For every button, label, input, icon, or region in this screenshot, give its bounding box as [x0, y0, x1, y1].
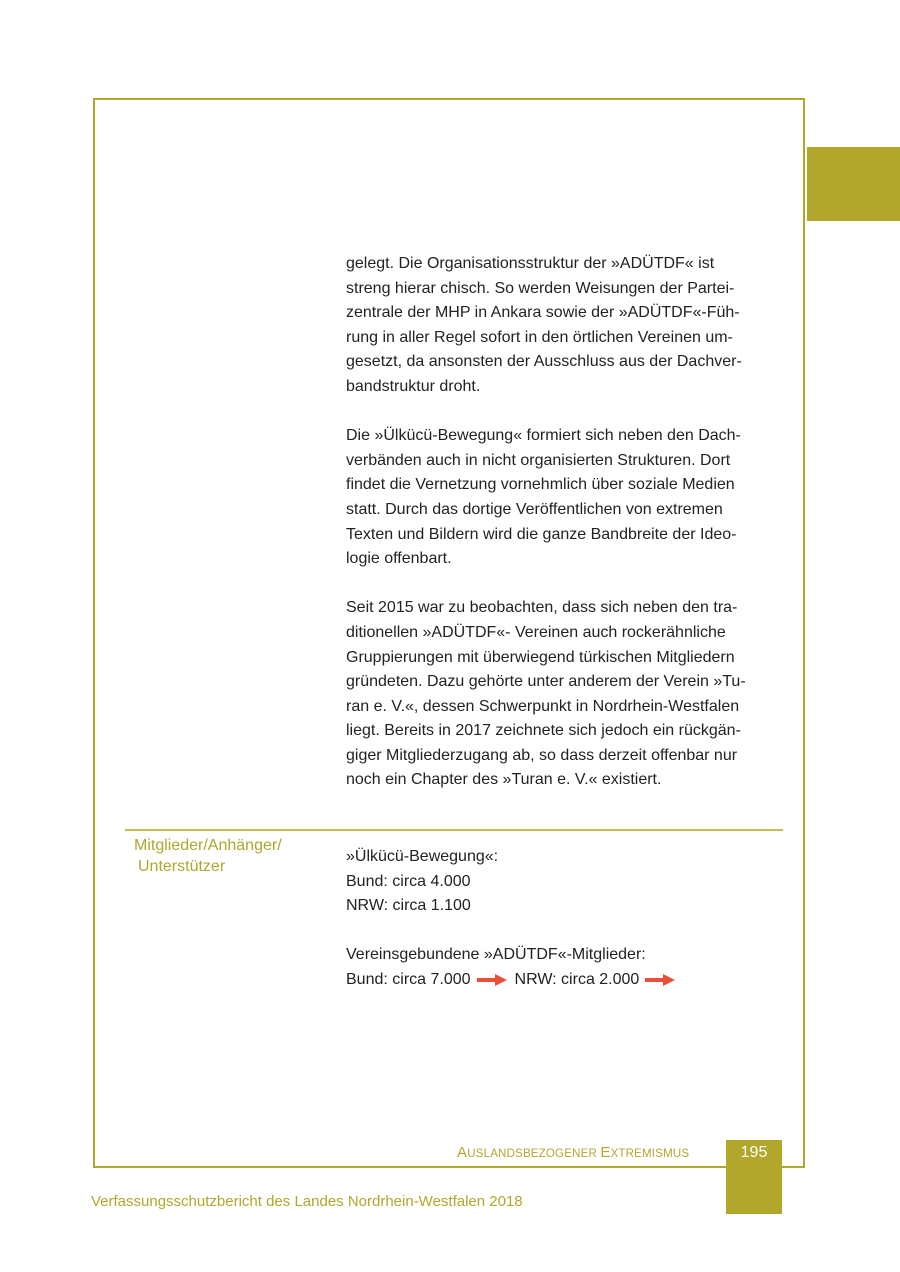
text-line: Texten und Bildern wird die ganze Bandbreite der Ideo-: [346, 525, 737, 543]
group2-bund: Bund: circa 7.000: [346, 970, 471, 988]
page-number-box: [726, 1140, 782, 1214]
arrow-right-icon: [645, 974, 675, 986]
text-line: ran e. V.«, dessen Schwerpunkt in Nordrhein-Westfalen: [346, 697, 740, 715]
body-text: [346, 252, 776, 818]
text-line: gesetzt, da ansonsten der Ausschluss aus der Dachver-: [346, 353, 742, 371]
text-line: verbänden auch in nicht organisierten Strukturen. Dort: [346, 451, 731, 469]
group2-nrw: NRW: circa 2.000: [514, 970, 640, 988]
members-figures: [346, 845, 776, 993]
footer-title-initial: A: [457, 1144, 468, 1161]
page-number: 195: [740, 1144, 768, 1161]
footer-title-part: USLANDSBEZOGENER: [467, 1148, 601, 1160]
text-line: noch ein Chapter des »Turan e. V.« existiert.: [346, 771, 662, 789]
text-line: logie offenbart.: [346, 550, 452, 568]
footer-title-part: XTREMISMUS: [610, 1148, 690, 1160]
text-line: Seit 2015 war zu beobachten, dass sich neben den tra-: [346, 599, 738, 617]
text-line: findet die Vernetzung vornehmlich über soziale Medien: [346, 476, 735, 494]
text-line: gelegt. Die Organisationsstruktur der »ADÜTDF« ist: [346, 255, 715, 272]
footer-title-initial: E: [600, 1144, 611, 1161]
publication-title: Verfassungsschutzbericht des Landes Nordrhein-Westfalen 2018: [91, 1193, 523, 1210]
chapter-tab: [807, 147, 900, 221]
text-line: Gruppierungen mit überwiegend türkischen Mitgliedern: [346, 648, 735, 666]
text-line: zentrale der MHP in Ankara sowie der »ADÜTDF«-Füh-: [346, 304, 740, 322]
text-line: giger Mitgliederzugang ab, so dass derzeit offenbar nur: [346, 746, 738, 764]
paragraph-2: [346, 424, 776, 572]
group1-bund: Bund: circa 4.000: [346, 872, 471, 890]
members-label-line1: Mitglieder/Anhänger/: [134, 837, 282, 854]
text-line: bandstruktur droht.: [346, 377, 481, 395]
members-label: [134, 835, 334, 877]
group2-title: Vereinsgebundene »ADÜTDF«-Mitglieder:: [346, 946, 646, 964]
text-line: ditionellen »ADÜTDF«- Vereinen auch rockerähnliche: [346, 623, 726, 641]
section-divider: [125, 829, 783, 831]
group1-nrw: NRW: circa 1.100: [346, 897, 471, 915]
text-line: streng hierar chisch. So werden Weisungen der Partei-: [346, 279, 735, 297]
text-line: statt. Durch das dortige Veröffentlichen von extremen: [346, 500, 723, 518]
members-label-line2: Unterstützer: [138, 858, 226, 875]
text-line: rung in aller Regel sofort in den örtlichen Vereinen um-: [346, 328, 733, 346]
text-line: gründeten. Dazu gehörte unter anderem der Verein »Tu-: [346, 673, 746, 691]
running-footer-title: [457, 1144, 689, 1161]
text-line: liegt. Bereits in 2017 zeichnete sich jedoch ein rückgän-: [346, 722, 741, 740]
group1-title: »Ülkücü-Bewegung«:: [346, 848, 499, 865]
text-line: Die »Ülkücü-Bewegung« formiert sich neben den Dach-: [346, 427, 741, 445]
paragraph-1: [346, 252, 776, 400]
arrow-right-icon: [477, 974, 507, 986]
group2-figures-row: [346, 968, 776, 993]
paragraph-3: [346, 596, 776, 793]
spacer: [346, 919, 776, 944]
